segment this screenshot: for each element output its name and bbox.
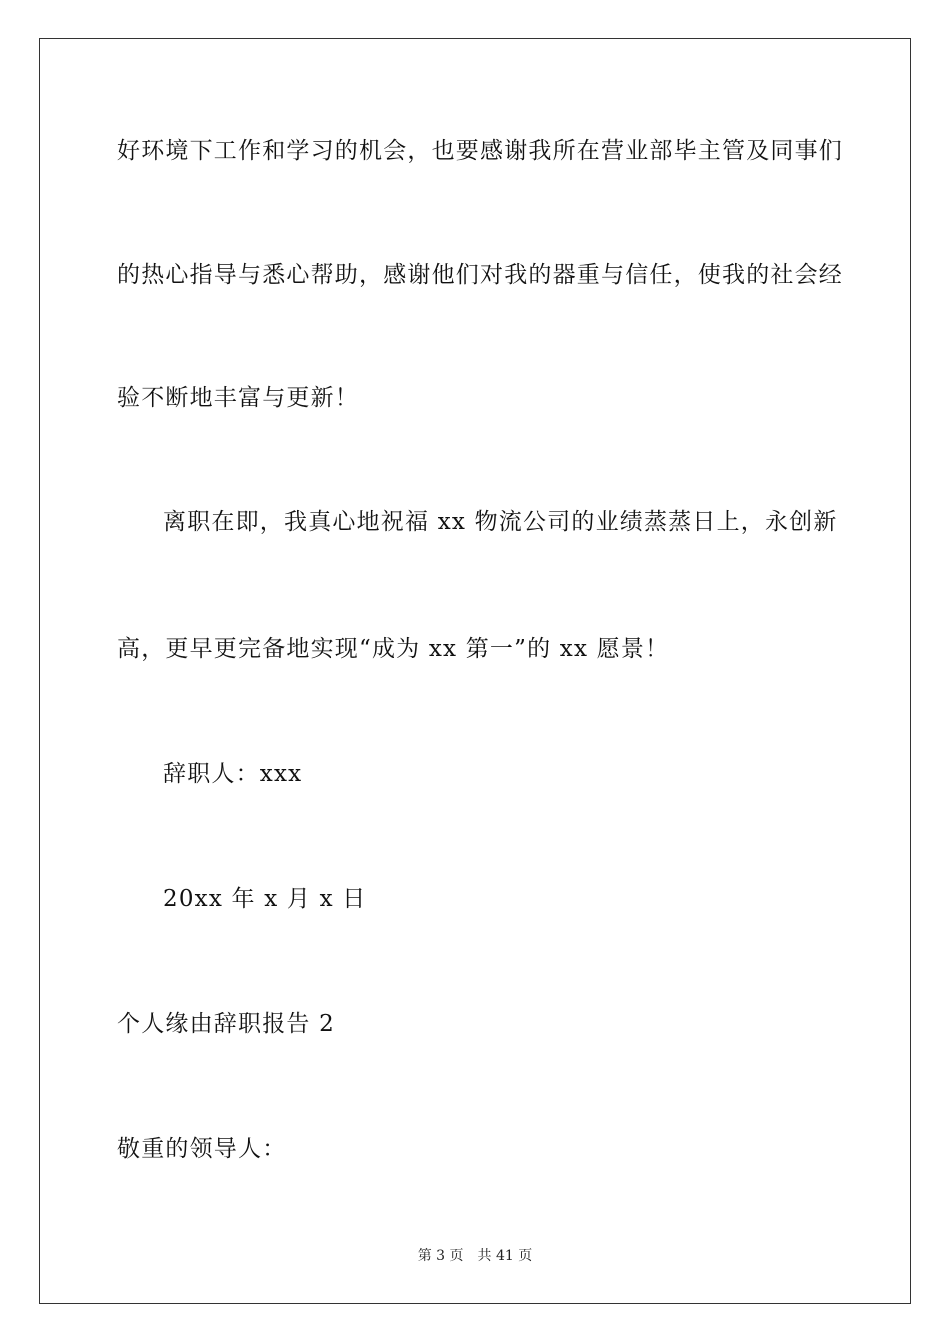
body-text-line: 高，更早更完备地实现“成为 xx 第一”的 xx 愿景！ <box>117 636 670 662</box>
body-text-line: 好环境下工作和学习的机会，也要感谢我所在营业部毕主管及同事们 <box>117 138 843 164</box>
page-number: 第 3 页 <box>417 1248 464 1264</box>
body-text-line: 的热心指导与悉心帮助，感谢他们对我的器重与信任，使我的社会经 <box>117 262 843 288</box>
date-line: 20xx 年 x 月 x 日 <box>163 886 367 912</box>
signature-line: 辞职人：xxx <box>163 761 303 787</box>
salutation-line: 敬重的领导人： <box>117 1136 287 1162</box>
page-border <box>39 38 911 1304</box>
page-total: 共 41 页 <box>477 1248 533 1264</box>
body-text-line: 验不断地丰富与更新！ <box>117 385 359 411</box>
section-title: 个人缘由辞职报告 2 <box>117 1011 335 1037</box>
body-text-line: 离职在即，我真心地祝福 xx 物流公司的业绩蒸蒸日上，永创新 <box>163 509 838 535</box>
page-footer <box>0 1247 950 1265</box>
